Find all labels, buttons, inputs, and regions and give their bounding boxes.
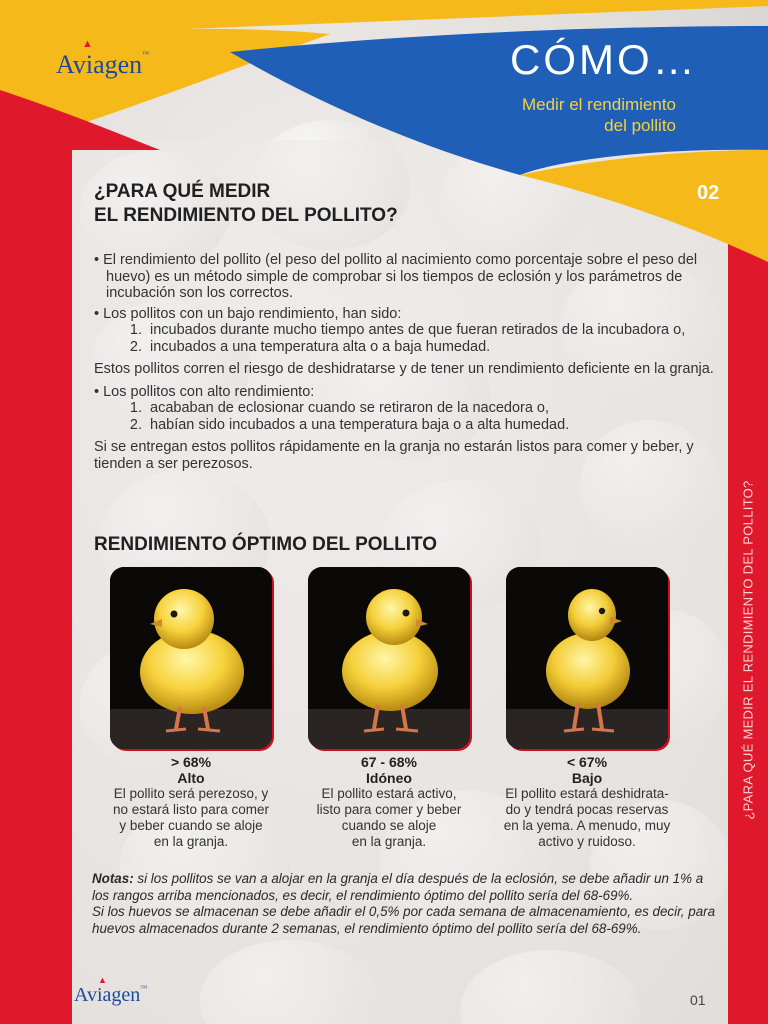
list-item: 1. acababan de eclosionar cuando se retiraron de la nacedora o, xyxy=(146,400,714,417)
notes-second: Si los huevos se almacenan se debe añadir el 0,5% por cada semana de almacenamiento, es decir, para huevos almacenados durante 2 semanas, el rendimiento óptimo del pollito sería del 68-69%. xyxy=(92,904,716,936)
section2-title: RENDIMIENTO ÓPTIMO DEL POLLITO xyxy=(94,534,438,555)
section-number: 02 xyxy=(697,182,720,204)
chick-photo-ideal xyxy=(308,567,470,749)
header-title: CÓMO… xyxy=(510,36,698,83)
chick-caption-ideal: 67 - 68% Idóneo El pollito estará activo, listo para comer y beber cuando se aloje en la granja. xyxy=(316,754,462,849)
aviagen-logo-top: ▲ Aviagen™ xyxy=(56,38,150,79)
chick-photo-low xyxy=(506,567,668,749)
bullet-paragraph: • El rendimiento del pollito (el peso del pollito al nacimiento como porcentaje sobre el peso del huevo) es un método simple de comprobar si los tiempos de eclosión y los parámetros de incubación son los correctos. xyxy=(94,252,698,301)
aviagen-logo-bottom: ▲ Aviagen™ xyxy=(74,975,148,1006)
notes xyxy=(92,871,722,937)
low-yield-list xyxy=(94,322,714,355)
header-subtitle: Medir el rendimiento del pollito xyxy=(521,95,676,135)
sidebar-vertical-title: ¿PARA QUÉ MEDIR EL RENDIMIENTO DEL POLLITO? xyxy=(740,480,756,820)
logo-flame-icon: ▲ xyxy=(98,975,107,985)
chick-photo-high xyxy=(110,567,272,749)
logo-flame-icon: ▲ xyxy=(82,38,93,50)
chick-caption-low: < 67% Bajo El pollito estará deshidrata- do y tendrá pocas reservas en la yema. A menudo, muy activo y ruidoso. xyxy=(503,754,671,849)
paragraph: Si se entregan estos pollitos rápidamente en la granja no estarán listos para comer y beber, y tienden a ser perezosos. xyxy=(94,439,694,472)
list-item: 2. incubados a una temperatura alta o a baja humedad. xyxy=(146,339,714,356)
bullet-paragraph: • Los pollitos con alto rendimiento: xyxy=(94,383,315,400)
bullet-paragraph: • Los pollitos con un bajo rendimiento, han sido: xyxy=(94,305,402,322)
list-item: 2. habían sido incubados a una temperatura baja o a alta humedad. xyxy=(146,417,714,434)
left-red-band xyxy=(0,150,72,1024)
high-yield-list xyxy=(94,400,714,433)
section1-body xyxy=(94,252,714,478)
section1-title: ¿PARA QUÉ MEDIR EL RENDIMIENTO DEL POLLITO? xyxy=(94,181,398,226)
notes-first: Notas: si los pollitos se van a alojar en la granja el día después de la eclosión, se debe añadir un 1% a los rangos arriba mencionados, es decir, el rendimiento óptimo del pollito sería del 68-69%. xyxy=(92,871,704,903)
right-red-band xyxy=(728,180,768,1024)
paragraph: Estos pollitos corren el riesgo de deshidratarse y de tener un rendimiento deficiente en la granja. xyxy=(94,361,714,377)
list-item: 1. incubados durante mucho tiempo antes de que fueran retirados de la incubadora o, xyxy=(146,322,714,339)
chick-caption-high: > 68% Alto El pollito será perezoso, y no estará listo para comer y beber cuando se aloje en la granja. xyxy=(112,754,270,849)
page-number: 01 xyxy=(690,992,706,1008)
